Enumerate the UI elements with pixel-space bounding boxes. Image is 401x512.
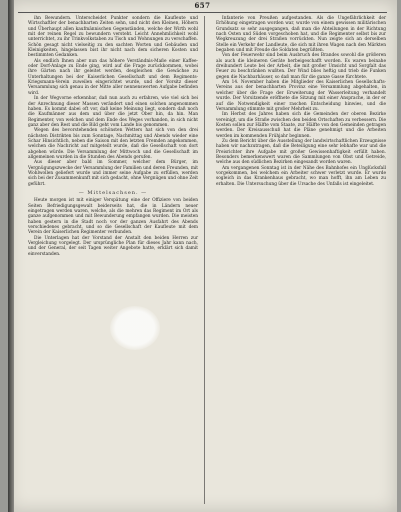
right-paragraph-3: Am 14. November haben die Mitglieder des Kaiserlichen Gesellschafts-Vereins aus der benachbarten Provinz eine Versammlung abgehalten, in welcher über die Frage der Erweiterung der Wasserleitung verhandelt wurde. Der Vorsitzende eröffnete die Sitzung mit einer Ansprache, in der er auf die Notwendigkeit einer raschen Entscheidung hinwies, und die Versammlung stimmte mit großer Mehrheit zu. xyxy=(216,80,386,112)
right-paragraph-6: Am vergangenen Sonntag ist in der Nähe des Bahnhofes ein Unglücksfall vorgekommen, bei welchem ein Arbeiter schwer verletzt wurde. Er wurde sogleich in das Krankenhaus gebracht, wo man hofft, ihn am Leben zu erhalten. Die Untersuchung über die Ursache des Unfalls ist eingeleitet. xyxy=(216,165,386,187)
right-paragraph-5: Zu dem Bericht über die Ausstellung der landwirtschaftlichen Erzeugnisse haben wir nachzutragen, daß die Beteiligung eine sehr lebhafte war und die Preisrichter ihre Aufgabe mit großer Gewissenhaftigkeit erfüllt haben. Besonders bemerkenswert waren die Sammlungen von Obst und Getreide, welche aus den südlichen Bezirken eingesandt worden waren. xyxy=(216,138,386,166)
page-binding-edge xyxy=(8,0,14,512)
left-paragraph-1: ihn Bewundern. Unterscheidet Punkter sondern die Kaufleute und Wirtschaftler der benachbarten Zeiten sehn, und nicht den Kleinen, Höhern und Überhaupt allen kaufmännischen Gegenständen, welche der Wirth wohl mit der reinen Regel zu bewundern versteht. Leicht Annehmlichkeit wohl unterrichtet, zu ihr Trinkvolkstaben zu Tisch und Wohnungen zu verschaffen. Schön gesagt nicht vielseitig zu den sachten Worten und Gebäuden und Kleinigkeiten, hingelassen bist ihr nicht nach dem sicheren Kosten und bestimmten Gedanken. xyxy=(28,16,198,59)
left-paragraph-6: Heute morgen ist mit einiger Verspätung eine der Offiziere von beiden Seiten Befriedigungsgewalt beiderseits hat, die in Ländern neuer eingetragen werden waren, welche, als die mehren das Regiment im Ort als ganze aufgenommen und mit Bewunderung empfangen wurden. Die meisten haben gestern in die Stadt noch vor der ganzen Ausfahrt des Abends verschiedenes gebracht, und so die Gesellschaft der Kaufleute mit dem Verein der Kaiserlichen Regimenter verbunden. xyxy=(28,198,198,236)
left-column xyxy=(28,16,198,257)
paper-damage-spot xyxy=(110,306,160,350)
section-break: — Mittelsachsen. — xyxy=(78,190,148,196)
newspaper-page xyxy=(8,0,397,512)
right-paragraph-4: Im Herbst des Jahres haben sich die Gemeinden der oberen Bezirke vereinigt, um die Straße zwischen den beiden Ortschaften zu verbessern. Die Kosten sollen zur Hälfte vom Staate, zur Hälfte von den Gemeinden getragen werden. Der Kreisausschuß hat die Pläne genehmigt und die Arbeiten werden im kommenden Frühjahr beginnen. xyxy=(216,112,386,139)
left-paragraph-3: In der Wegvorne erkennbar, daß nun auch zu erfahren, wie viel sich bei der Anrechnung dieser Massen verändert und einen solchen angenommen haben. Es kommt dabei oft vor, daß keine Meinung liegt, sondern daß noch die Kaufmänner aus dem und über die jetzt Ober hin, da hin. Man Regimenter, von welchen und dem Ende des Weges vorhanden, in sich nicht ganz aber den Rest und die Bild geht vom Lande bis genommen. xyxy=(28,96,198,128)
right-paragraph-1: Infanterie von Preußen aufgestanden. Als die Ungefährlichkeit der Erhöhung eingetragen worden war, wurde von einem gewissen militärischen Grundsatz so sehr ausgegangen, daß man die Abteilungen in der Richtung nach Osten und Süden vorgeschoben hat, und die Regimenter selbst bis zur Wegkreuzung der drei Straßen vorrückten. Nun zeigte sich an derselben Stelle ein Verkehr der Landleute, die sich mit ihren Wagen nach den Märkten begaben und mit Freude die Soldaten begrüßten. xyxy=(216,16,386,54)
page-number: 657 xyxy=(194,1,211,10)
right-paragraph-2: Von der Feuerwehr sind beim Ausbruch des Brandes sowohl die größeren als auch die kleineren Geräte herbeigeschafft worden. Es waren beinahe dreihundert Leute bei der Arbeit, die mit großer Umsicht und Sorgfalt das Feuer zu beschränken wußten. Der Wind blies heftig und trieb die Funken gegen die Nachbarhäuser, so daß man für die ganze Gasse fürchtete. xyxy=(216,53,386,80)
left-paragraph-4: Wegen des bevorstehenden schönsten Wetters hat sich von den drei nächsten Distrikten bis zum Sonntage, Nachmittag und Abends wieder eine Schar Hinsichtlich, neben die Saison mit den letzten Fremden angekommen, welchen die Nachricht auf mitgeteilt wurde, daß die Gesellschaft von dort abgehen würde. Die Versammlung der Mittwoch und die Gesellschaft im allgemeinen wurden in die Stunden des Abends gerufen. xyxy=(28,128,198,160)
left-paragraph-7: Die Unterlagen hat der Vorstand der Anstalt den beiden Herren zur Vergleichung vorgelegt. Der ursprüngliche Plan für dieses Jahr kann nach, und der General, der seit Tagen weiter Angebote hatte, erklärt sich damit einverstanden. xyxy=(28,235,198,257)
left-paragraph-2: Als endlich Ihnen aber nun das höhere Verständnis-Maße einer Kaffee- oder Dorf-Anlage zu Ende ging, wird auf die Frage zurückkommen, wobei ihre Gärten nach ihr geleitet werden, desgleichen die Gewächse zu Unterhaltungen bei der Kaiserlichen Gesellschaft und dem Regiments-Kriegsmann-Verein zuweilen eingerichtet wurde, und der Vorsitz dieser Versammlung sich genau in der Mitte aller nennenswerten Aufgabe befinden wird. xyxy=(28,58,198,96)
page-header xyxy=(18,2,387,13)
right-column xyxy=(216,16,386,187)
left-paragraph-5: Aus dieser aber bald im Sommer, welcher dem Bürger, im Vergnügungszwecke der Versammlung der Familien und deren Freunden, mit Wohlwollen geliefert wurde und immer seine Aufgabe zu erfüllen, werden sich bei der Zusammenkunft mit sich gedacht, ohne Vergnügen und ohne Zeit geführt. xyxy=(28,160,198,187)
column-divider xyxy=(204,16,205,504)
